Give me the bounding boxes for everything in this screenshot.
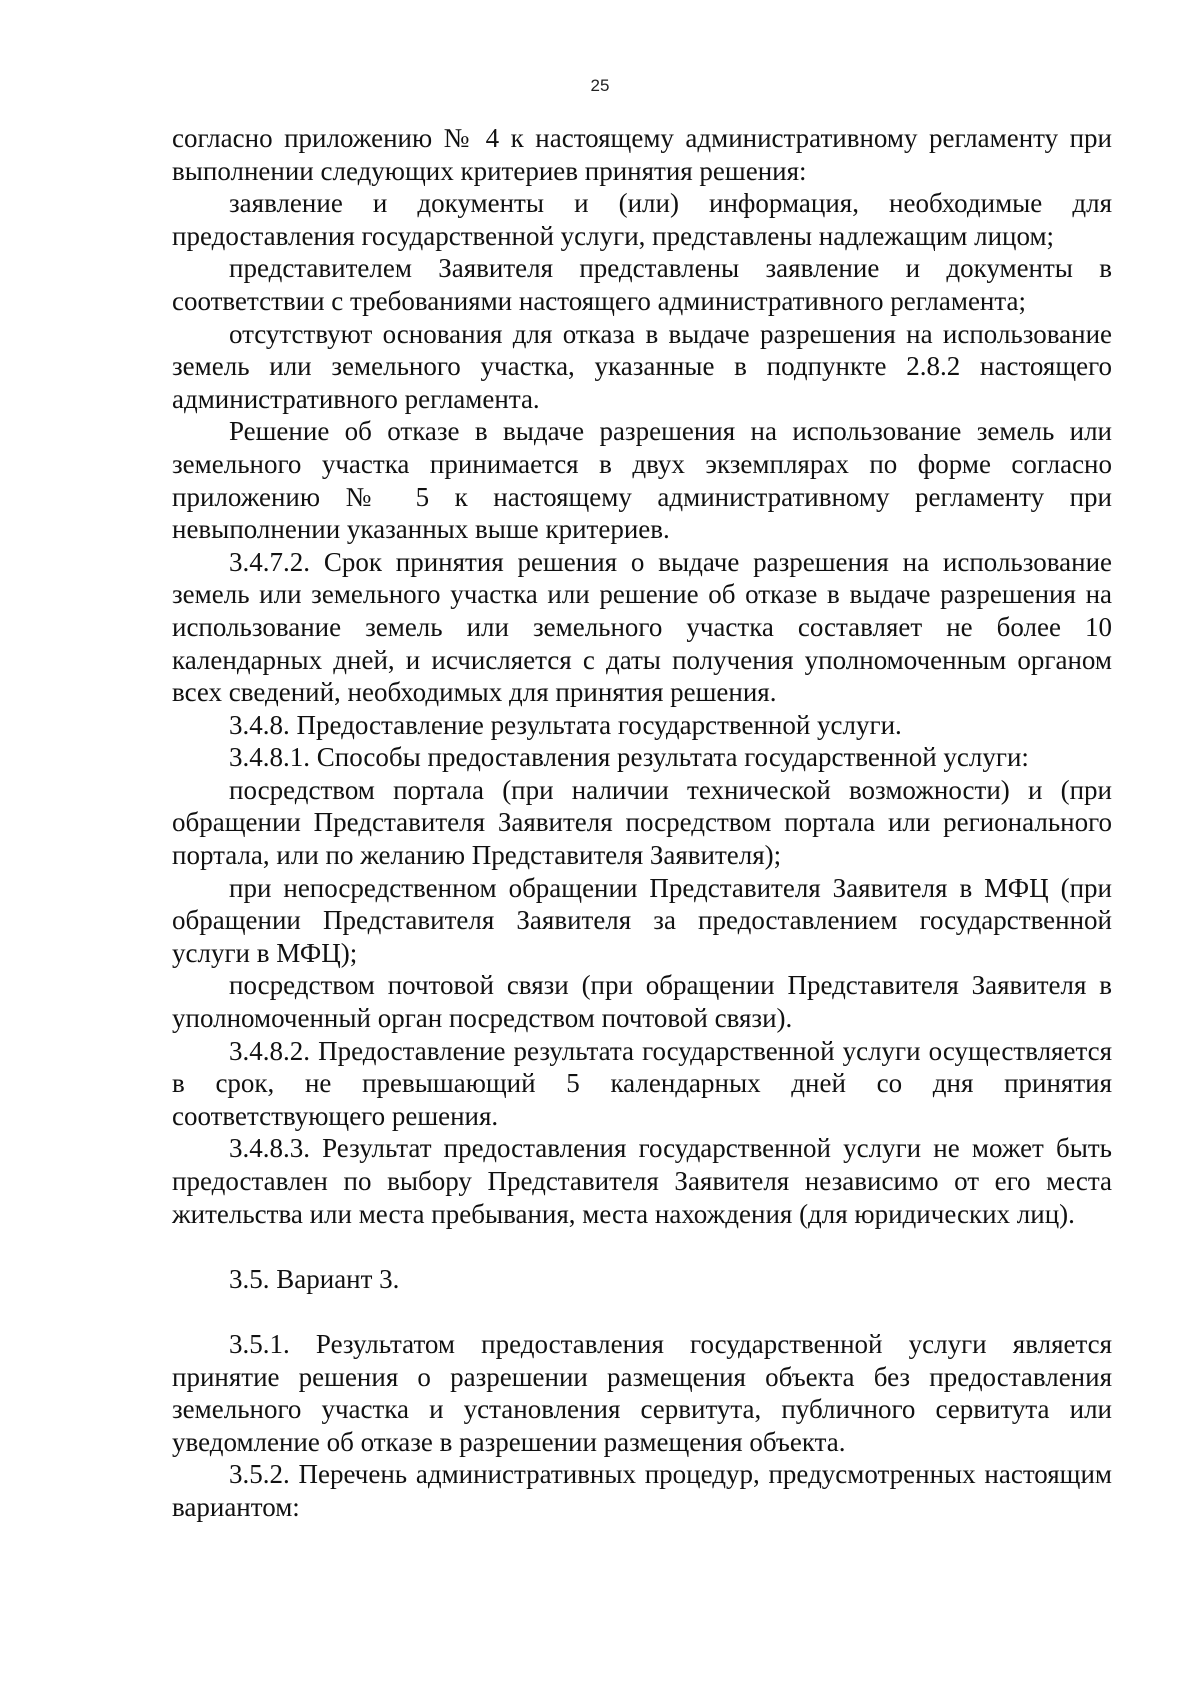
paragraph: 3.4.8. Предоставление результата государственной услуги. xyxy=(229,709,902,740)
paragraph: 3.4.8.2. Предоставление результата государственной услуги осуществляется в срок, не превышающий 5 календарных дней со дня принятия соответствующего решения. xyxy=(172,1035,1112,1131)
paragraph: при непосредственном обращении Представителя Заявителя в МФЦ (при обращении Представителя Заявителя за предоставлением государственной услуги в МФЦ); xyxy=(172,872,1112,968)
paragraph: 3.5.2. Перечень административных процедур, предусмотренных настоящим вариантом: xyxy=(172,1459,1112,1522)
paragraph: посредством почтовой связи (при обращении Представителя Заявителя в уполномоченный орган посредством почтовой связи). xyxy=(172,970,1112,1034)
paragraph: 3.4.8.1. Способы предоставления результата государственной услуги: xyxy=(229,742,1029,773)
paragraph: посредством портала (при наличии технической возможности) и (при обращении Представителя Заявителя посредством портала или регионального портала, или по желанию Представителя Заявителя); xyxy=(172,774,1112,871)
page-number: 25 xyxy=(590,76,610,95)
paragraph: согласно приложению № 4 к настоящему административному регламенту при выполнении следующих критериев принятия решения: xyxy=(172,123,1112,186)
paragraph: Решение об отказе в выдаче разрешения на использование земель или земельного участка принимается в двух экземплярах по форме согласно приложению № 5 к настоящему административному регламенту при невыполнении указанных выше критериев. xyxy=(172,416,1112,545)
paragraph: 3.4.7.2. Срок принятия решения о выдаче разрешения на использование земель или земельного участка или решение об отказе в выдаче разрешения на использование земель или земельного участка составляет не более 10 календарных дней, и исчисляется с даты получения уполномоченным органом всех сведений, необходимых для принятия решения. xyxy=(172,546,1112,708)
paragraph: 3.4.8.3. Результат предоставления государственной услуги не может быть предоставлен по выбору Представителя Заявителя независимо от его места жительства или места пребывания, места нахождения (для юридических лиц). xyxy=(172,1133,1112,1229)
section-heading: 3.5. Вариант 3. xyxy=(229,1263,400,1294)
paragraph: отсутствуют основания для отказа в выдаче разрешения на использование земель или земельного участка, указанные в подпункте 2.8.2 настоящего административного регламента. xyxy=(172,318,1112,414)
document-body xyxy=(172,122,1112,1524)
paragraph: 3.5.1. Результатом предоставления государственной услуги является принятие решения о разрешении размещения объекта без предоставления земельного участка и установления сервитута, публичного сервитута или уведомление об отказе в разрешении размещения объекта. xyxy=(172,1328,1112,1457)
paragraph: заявление и документы и (или) информация, необходимые для предоставления государственной услуги, представлены надлежащим лицом; xyxy=(172,188,1112,251)
paragraph: представителем Заявителя представлены заявление и документы в соответствии с требованиями настоящего административного регламента; xyxy=(172,253,1112,316)
